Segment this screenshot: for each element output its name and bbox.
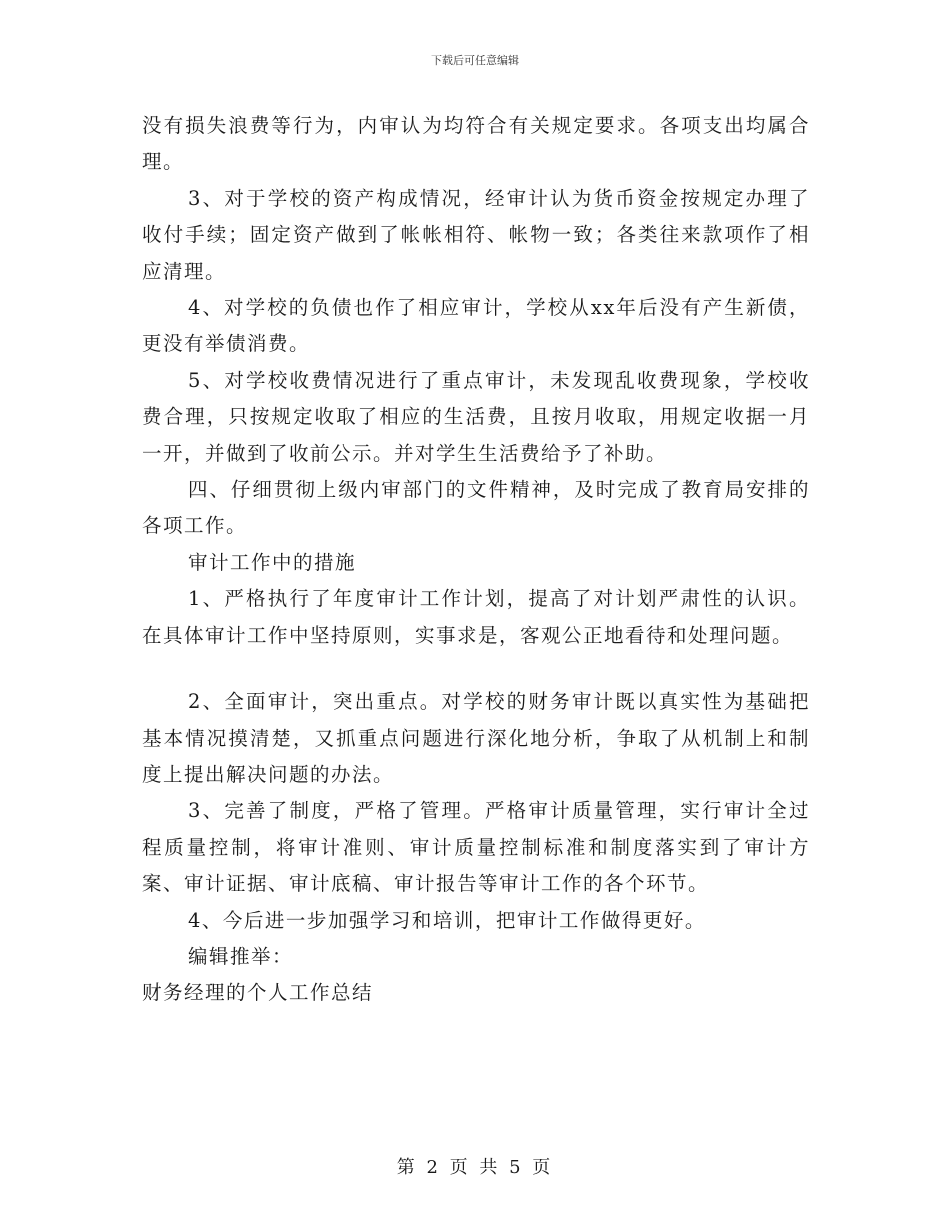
document-body bbox=[142, 108, 810, 1012]
page-number-footer: 第 2 页 共 5 页 bbox=[396, 1157, 554, 1178]
paragraph-measure-1: 1、严格执行了年度审计工作计划，提高了对计划严肃性的认识。在具体审计工作中坚持原则，实事求是，客观公正地看待和处理问题。 bbox=[142, 587, 810, 647]
paragraph-measure-4: 4、今后进一步加强学习和培训，把审计工作做得更好。 bbox=[188, 908, 706, 932]
paragraph-fees: 5、对学校收费情况进行了重点审计，未发现乱收费现象，学校收费合理，只按规定收取了相应的生活费，且按月收取，用规定收据一月一开，并做到了收前公示。并对学生生活费给予了补助。 bbox=[142, 368, 810, 465]
paragraph-measure-2: 2、全面审计，突出重点。对学校的财务审计既以真实性为基础把基本情况摸清楚，又抓重点问题进行深化地分析，争取了从机制上和制度上提出解决问题的办法。 bbox=[142, 690, 810, 786]
paragraph-measure-3: 3、完善了制度，严格了管理。严格审计质量管理，实行审计全过程质量控制，将审计准则、审计质量控制标准和制度落实到了审计方案、审计证据、审计底稿、审计报告等审计工作的各个环节。 bbox=[142, 799, 810, 896]
recommended-article-link[interactable]: 财务经理的个人工作总结 bbox=[142, 981, 374, 1005]
paragraph-section-four: 四、仔细贯彻上级内审部门的文件精神，及时完成了教育局安排的各项工作。 bbox=[142, 478, 810, 538]
paragraph-continuation: 没有损失浪费等行为，内审认为均符合有关规定要求。各项支出均属合理。 bbox=[142, 114, 810, 174]
paragraph-liabilities: 4、对学校的负债也作了相应审计，学校从xx年后没有产生新债，更没有举债消费。 bbox=[142, 296, 810, 356]
section-heading-measures: 审计工作中的措施 bbox=[188, 550, 357, 574]
paragraph-assets: 3、对于学校的资产构成情况，经审计认为货币资金按规定办理了收付手续；固定资产做到了帐帐相符、帐物一致；各类往来款项作了相应清理。 bbox=[142, 186, 810, 283]
page-header-note: 下载后可任意编辑 bbox=[431, 54, 519, 67]
recommend-label: 编辑推举： bbox=[188, 944, 294, 968]
